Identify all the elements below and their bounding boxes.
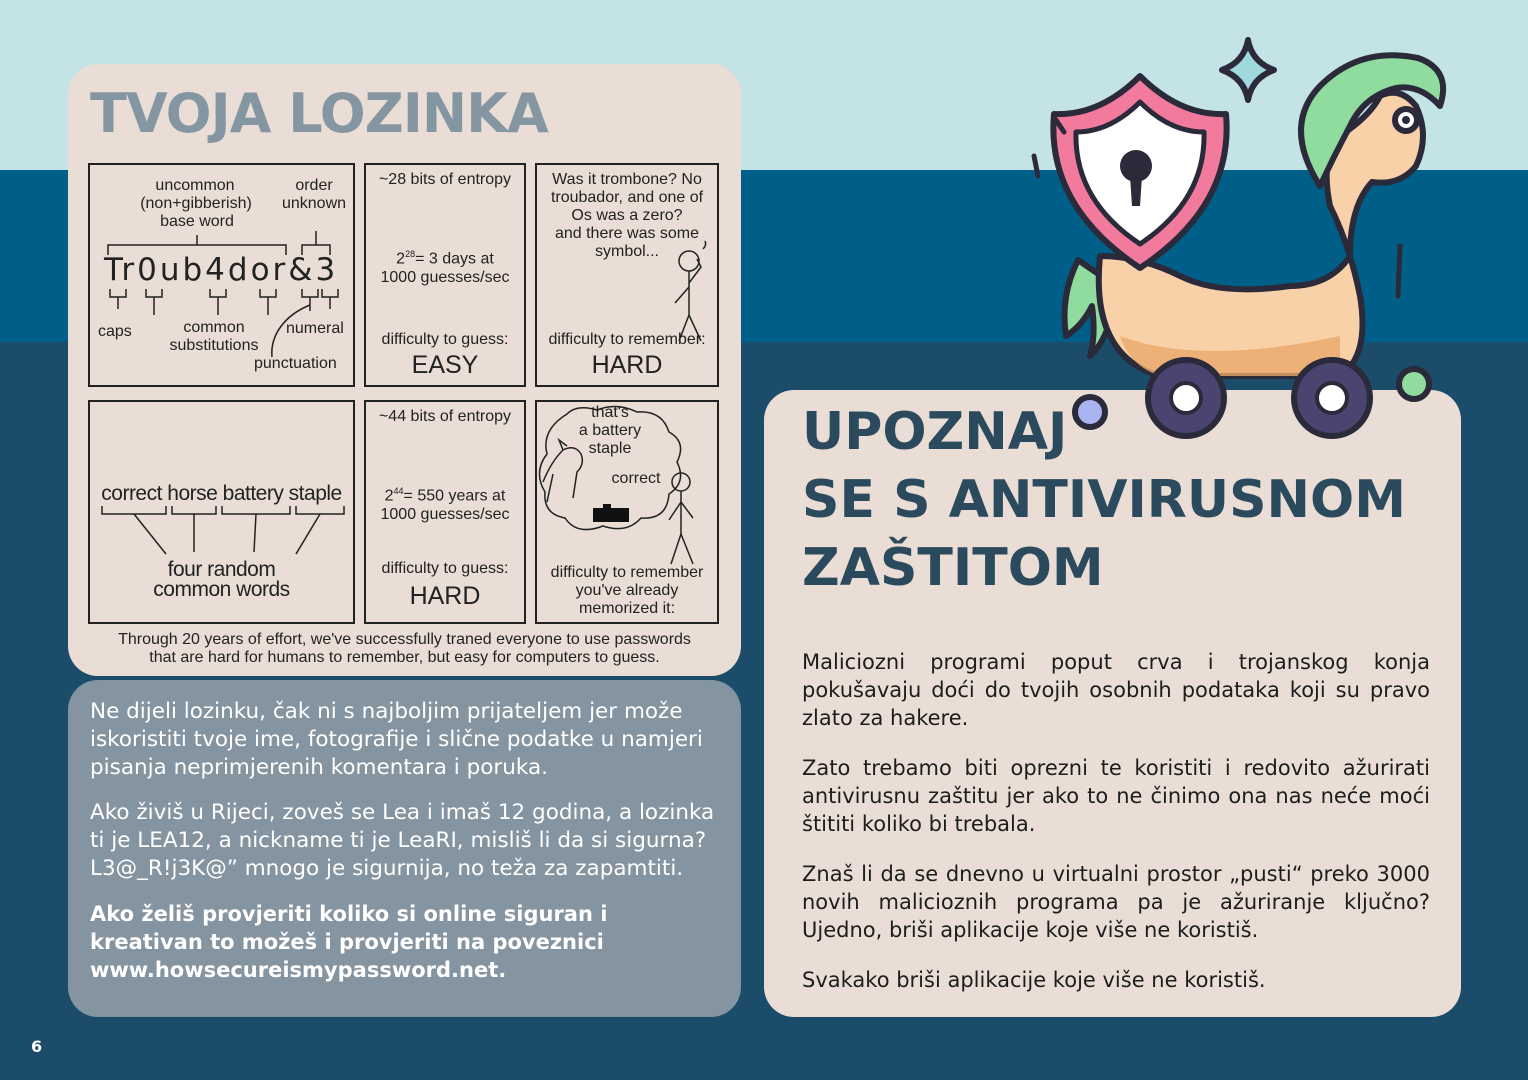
label-substitutions: substitutions (169, 337, 259, 354)
advice-paragraph-1: Ne dijeli lozinku, čak ni s najboljim prijateljem jer može iskoristiti tvoje ime, fotografije i slične podatke u namjeri pisanja neprimjerenih komentara i poruka. (90, 699, 703, 780)
entropy-44: ~44 bits of entropy (378, 408, 512, 425)
password-example: Tr0ub4dor&3 (104, 252, 339, 288)
xkcd-password-comic (88, 163, 721, 671)
difficulty-easy: EASY (411, 351, 479, 379)
label-nongibberish: (non+gibberish) (140, 195, 252, 212)
calc-28-base: 2 (396, 250, 406, 268)
passphrase-example: correct horse battery staple (101, 482, 342, 505)
label-uncommon: uncommon (155, 177, 235, 194)
calc-44-line1 (366, 486, 524, 506)
label-unknown: unknown (281, 195, 347, 212)
page-number: 6 (31, 1037, 43, 1056)
difficulty-hard-2: HARD (409, 582, 481, 610)
calc-44-base: 2 (384, 487, 394, 505)
antivirus-title-line1: UPOZNAJ (802, 402, 1068, 462)
comic-caption-line1: Through 20 years of effort, we've successfully traned everyone to use passwords (118, 631, 691, 648)
antivirus-paragraph-2: Zato trebamo biti oprezni te koristiti i redovito ažurirati antivirusnu zaštitu jer ako to ne činimo ona nas neće moći štititi koliko bi trebala. (802, 756, 1430, 836)
difficulty-guess-label-2: difficulty to guess: (381, 560, 509, 577)
calc-28-line2: 1000 guesses/sec (380, 269, 510, 286)
label-punctuation: punctuation (254, 355, 337, 372)
thought-correct: correct (611, 470, 661, 487)
calc-28-line1 (366, 249, 524, 269)
calc-28-exp: 28 (405, 249, 416, 259)
calc-44-exp: 44 (393, 486, 404, 496)
entropy-28: ~28 bits of entropy (378, 171, 512, 188)
thought-thats: that's (591, 404, 629, 421)
calc-44-rest: = 550 years at (403, 487, 506, 505)
comic-panel-1 (88, 163, 355, 387)
label-common: common (183, 319, 245, 336)
advice-paragraph-2: Ako živiš u Rijeci, zoveš se Lea i imaš 12 godina, a lozinka ti je LEA12, a nickname ti je LeaRI, misliš li da si sigurna? L3@_R!j3K@” mnogo je sigurnija, no teža za zapamtiti. (90, 800, 715, 881)
p3-line2: troubador, and one of (550, 189, 704, 206)
calc-44-line2: 1000 guesses/sec (380, 506, 510, 523)
comic-panel-3 (535, 163, 719, 387)
password-advice-card (68, 680, 741, 1017)
password-title: TVOJA LOZINKA (90, 82, 548, 145)
label-order: order (295, 177, 333, 194)
comic-panel-4 (88, 400, 355, 624)
difficulty-remember-line2: you've already (575, 582, 679, 599)
difficulty-hard-1: HARD (591, 351, 663, 379)
p3-line3: Os was a zero? (571, 207, 683, 224)
label-baseword: base word (160, 213, 234, 230)
thought-staple: staple (588, 440, 632, 457)
p3-line1: Was it trombone? No (552, 171, 702, 188)
difficulty-guess-label-1: difficulty to guess: (381, 331, 509, 348)
p3-line5: symbol... (594, 243, 659, 260)
sparkle-icon (1222, 40, 1274, 100)
difficulty-remember-label-1: difficulty to remember: (548, 331, 706, 348)
comic-caption-line2: that are hard for humans to remember, but easy for computers to guess. (149, 649, 660, 666)
antivirus-paragraph-3: Znaš li da se dnevno u virtualni prostor „pusti“ preko 3000 novih malicioznih programa pa je ažuriranje ključno? Ujedno, briši aplikacije koje više ne koristiš. (802, 862, 1430, 942)
shield-lock-icon (1053, 76, 1226, 268)
comic-panel-2 (364, 163, 526, 387)
four-random-label: four random (167, 558, 276, 581)
common-words-label: common words (153, 578, 290, 601)
antivirus-title-line2: SE S ANTIVIRUSNOM (802, 470, 1406, 530)
calc-28-rest: = 3 days at (415, 250, 494, 268)
thought-battery: a battery (578, 422, 642, 439)
antivirus-title-line3: ZAŠTITOM (802, 538, 1104, 598)
label-caps: caps (98, 323, 132, 340)
label-numeral: numeral (286, 320, 344, 337)
difficulty-remember-line3: memorized it: (578, 600, 676, 617)
antivirus-paragraph-4: Svakako briši aplikacije koje više ne koristiš. (802, 968, 1266, 992)
antivirus-paragraph-1: Maliciozni programi poput crva i trojanskog konja pokušavaju doći do tvojih osobnih podataka koji su pravo zlato za hakere. (802, 650, 1430, 730)
difficulty-remember-line1: difficulty to remember (550, 564, 704, 581)
advice-paragraph-link: Ako želiš provjeriti koliko si online siguran i kreativan to možeš i provjeriti na poveznici www.howsecureismypassword.net. (90, 902, 608, 982)
comic-panel-6 (535, 400, 719, 624)
antivirus-body (802, 648, 1430, 1016)
comic-panel-5 (364, 400, 526, 624)
trojan-horse-icon (1020, 36, 1470, 476)
p3-line4: and there was some (554, 225, 700, 242)
